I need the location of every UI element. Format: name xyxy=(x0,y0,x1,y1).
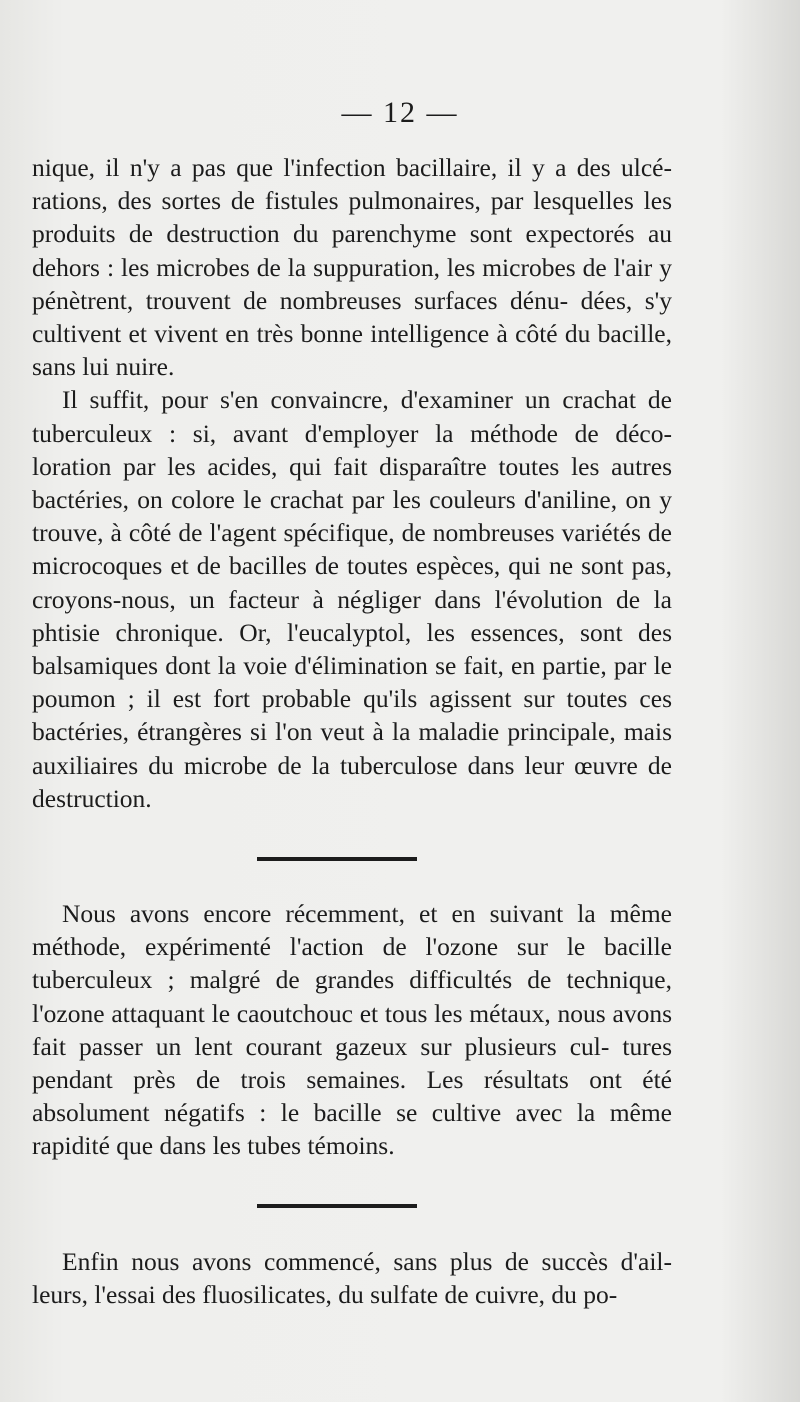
text-line: Enfin nous avons commencé, sans plus de succès d'ail- xyxy=(62,1247,672,1276)
text-line: qui ne sont pas, croyons-nous, un facteur à négliger dans xyxy=(32,551,673,614)
paragraph xyxy=(32,383,672,815)
text-line: nique, il n'y a pas que l'infection bacillaire, il y a des ulcé- xyxy=(32,153,672,182)
text-line: loration par les acides, qui fait disparaître toutes les autres xyxy=(32,451,672,481)
paragraph xyxy=(32,1245,672,1311)
section-divider xyxy=(257,1204,417,1208)
text-line: qu'ils agissent sur toutes ces bactéries, étrangères si l'on xyxy=(32,684,672,747)
text-line: été absolument négatifs : le bacille se cultive avec la même xyxy=(32,1065,673,1128)
page-number: — 12 — xyxy=(341,96,459,129)
text-line: avons fait passer un lent courant gazeux sur plusieurs cul- xyxy=(32,998,672,1061)
text-line: rations, des sortes de fistules pulmonaires, par lesquelles xyxy=(32,186,634,216)
paragraph xyxy=(32,151,672,383)
paragraph-block-1 xyxy=(32,151,672,815)
text-line: se fait, en partie, par le poumon ; il est fort probable xyxy=(32,651,673,714)
text-line: dées, s'y cultivent et vivent en très bonne intelligence à xyxy=(32,285,673,349)
text-line: tures pendant près de trois semaines. Les résultats ont xyxy=(32,1031,672,1095)
text-line: bactéries, on colore le crachat par les couleurs d'aniline, xyxy=(32,485,618,515)
text-line: l'ozone attaquant le caoutchouc et tous les métaux, nous xyxy=(32,998,606,1028)
text-line: rapidité que dans les tubes témoins. xyxy=(32,1131,395,1161)
paragraph xyxy=(32,897,672,1163)
text-line: l'évolution de la phtisie chronique. Or, l'eucalyptol, les xyxy=(32,584,672,647)
paragraph-block-2 xyxy=(32,897,672,1163)
text-line: méthode, expérimenté l'action de l'ozone sur le bacille xyxy=(32,932,672,962)
text-line: de la tuberculose dans leur œuvre de destruction. xyxy=(32,750,672,813)
text-line: veut à la maladie principale, mais auxiliaires du microbe xyxy=(32,717,673,780)
text-line: on y trouve, à côté de l'agent spécifique, de nombreuses xyxy=(32,485,673,548)
text-line: les produits de destruction du parenchyme sont expectorés xyxy=(32,186,672,249)
text-line: tuberculeux ; malgré de grandes difficultés de technique, xyxy=(32,965,672,995)
paragraph-block-3 xyxy=(32,1245,672,1311)
text-line: l'air y pénètrent, trouvent de nombreuses surfaces dénu- xyxy=(32,252,673,315)
text-line: variétés de microcoques et de bacilles de toutes espèces, xyxy=(32,518,673,581)
section-divider xyxy=(257,857,417,861)
text-line: Il suffit, pour s'en convaincre, d'examiner un crachat xyxy=(62,385,636,415)
text-line: côté du bacille, sans lui nuire. xyxy=(32,319,672,382)
text-line: au dehors : les microbes de la suppuration, les microbes de xyxy=(32,219,673,282)
text-line: leurs, l'essai des fluosilicates, du sulfate de cuivre, du po- xyxy=(32,1280,618,1310)
text-line: Nous avons encore récemment, et en suivant la même xyxy=(62,899,672,928)
text-line: de tuberculeux : si, avant d'employer la méthode de déco- xyxy=(32,385,672,448)
text-line: essences, sont des balsamiques dont la voie d'élimination xyxy=(32,617,673,681)
